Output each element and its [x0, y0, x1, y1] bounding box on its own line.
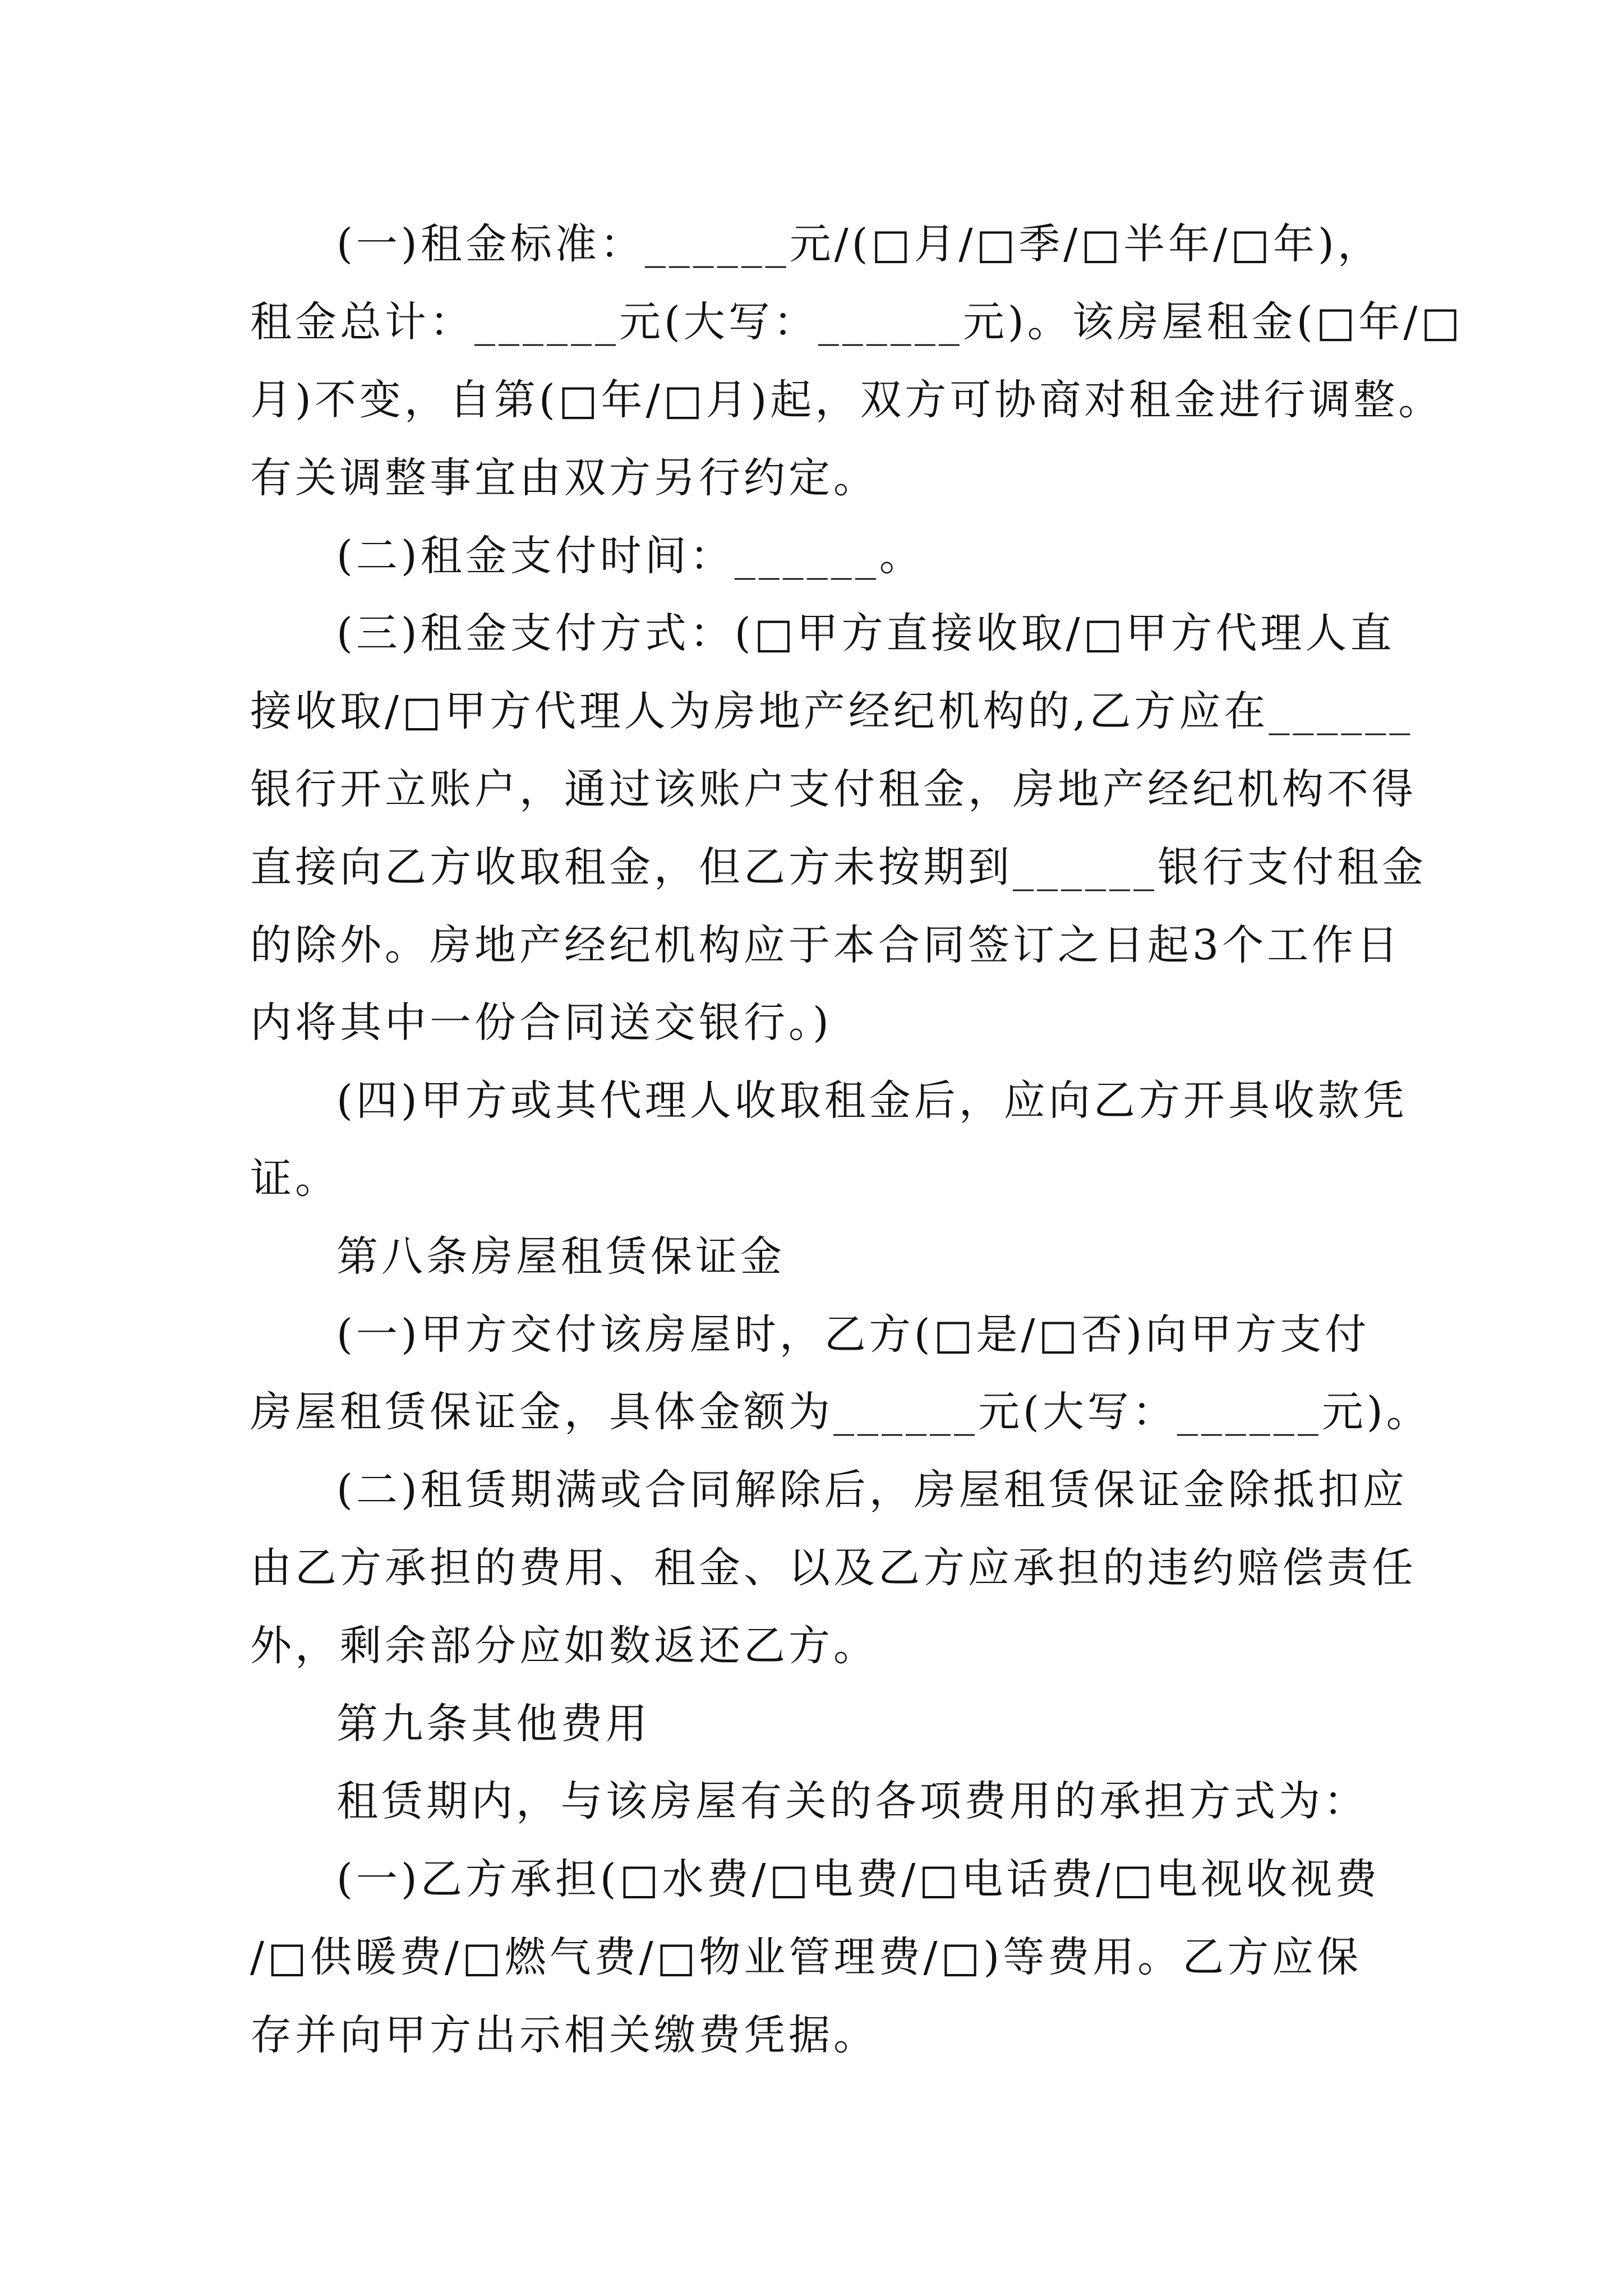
text-line: 房屋租赁保证金，具体金额为______元(大写：______元)。	[250, 1388, 1431, 1436]
text-line: 直接向乙方收取租金，但乙方未按期到______银行支付租金	[250, 843, 1427, 891]
text-line: 的除外。房地产经纪机构应于本合同签订之日起3个工作日	[250, 921, 1402, 969]
text-line: (二)租金支付时间：______。	[336, 532, 924, 580]
text-line: 由乙方承担的费用、租金、以及乙方应承担的违约赔偿责任	[250, 1544, 1417, 1592]
text-line: 租金总计：______元(大写：______元)。该房屋租金(□年/□	[250, 298, 1464, 346]
text-line: (二)租赁期满或合同解除后，房屋租赁保证金除抵扣应	[336, 1466, 1408, 1514]
text-line: 内将其中一份合同送交银行。)	[250, 999, 832, 1047]
text-line: 银行开立账户，通过该账户支付租金，房地产经纪机构不得	[250, 765, 1417, 813]
text-line: (三)租金支付方式：(□甲方直接收取/□甲方代理人直	[336, 609, 1395, 657]
section-heading: 第九条其他费用	[336, 1700, 651, 1748]
text-line: 外，剩余部分应如数返还乙方。	[250, 1622, 878, 1670]
text-line: 证。	[250, 1154, 340, 1203]
text-line: (四)甲方或其代理人收取租金后，应向乙方开具收款凭	[336, 1076, 1408, 1125]
text-line: 存并向甲方出示相关缴费凭据。	[250, 2011, 878, 2059]
text-line: 月)不变，自第(□年/□月)起，双方可协商对租金进行调整。	[250, 376, 1444, 424]
text-line: 有关调整事宜由双方另行约定。	[250, 454, 878, 502]
text-line: (一)乙方承担(□水费/□电费/□电话费/□电视收视费	[336, 1855, 1381, 1903]
section-heading: 第八条房屋租赁保证金	[336, 1232, 785, 1281]
text-line: (一)甲方交付该房屋时，乙方(□是/□否)向甲方支付	[336, 1310, 1370, 1359]
text-line: /□供暖费/□燃气费/□物业管理费/□)等费用。乙方应保	[250, 1933, 1362, 1981]
text-line: (一)租金标准：______元/(□月/□季/□半年/□年)，	[336, 220, 1382, 268]
text-line: 租赁期内，与该房屋有关的各项费用的承担方式为：	[336, 1777, 1368, 1825]
text-line: 接收取/□甲方代理人为房地产经纪机构的,乙方应在______	[250, 687, 1414, 735]
